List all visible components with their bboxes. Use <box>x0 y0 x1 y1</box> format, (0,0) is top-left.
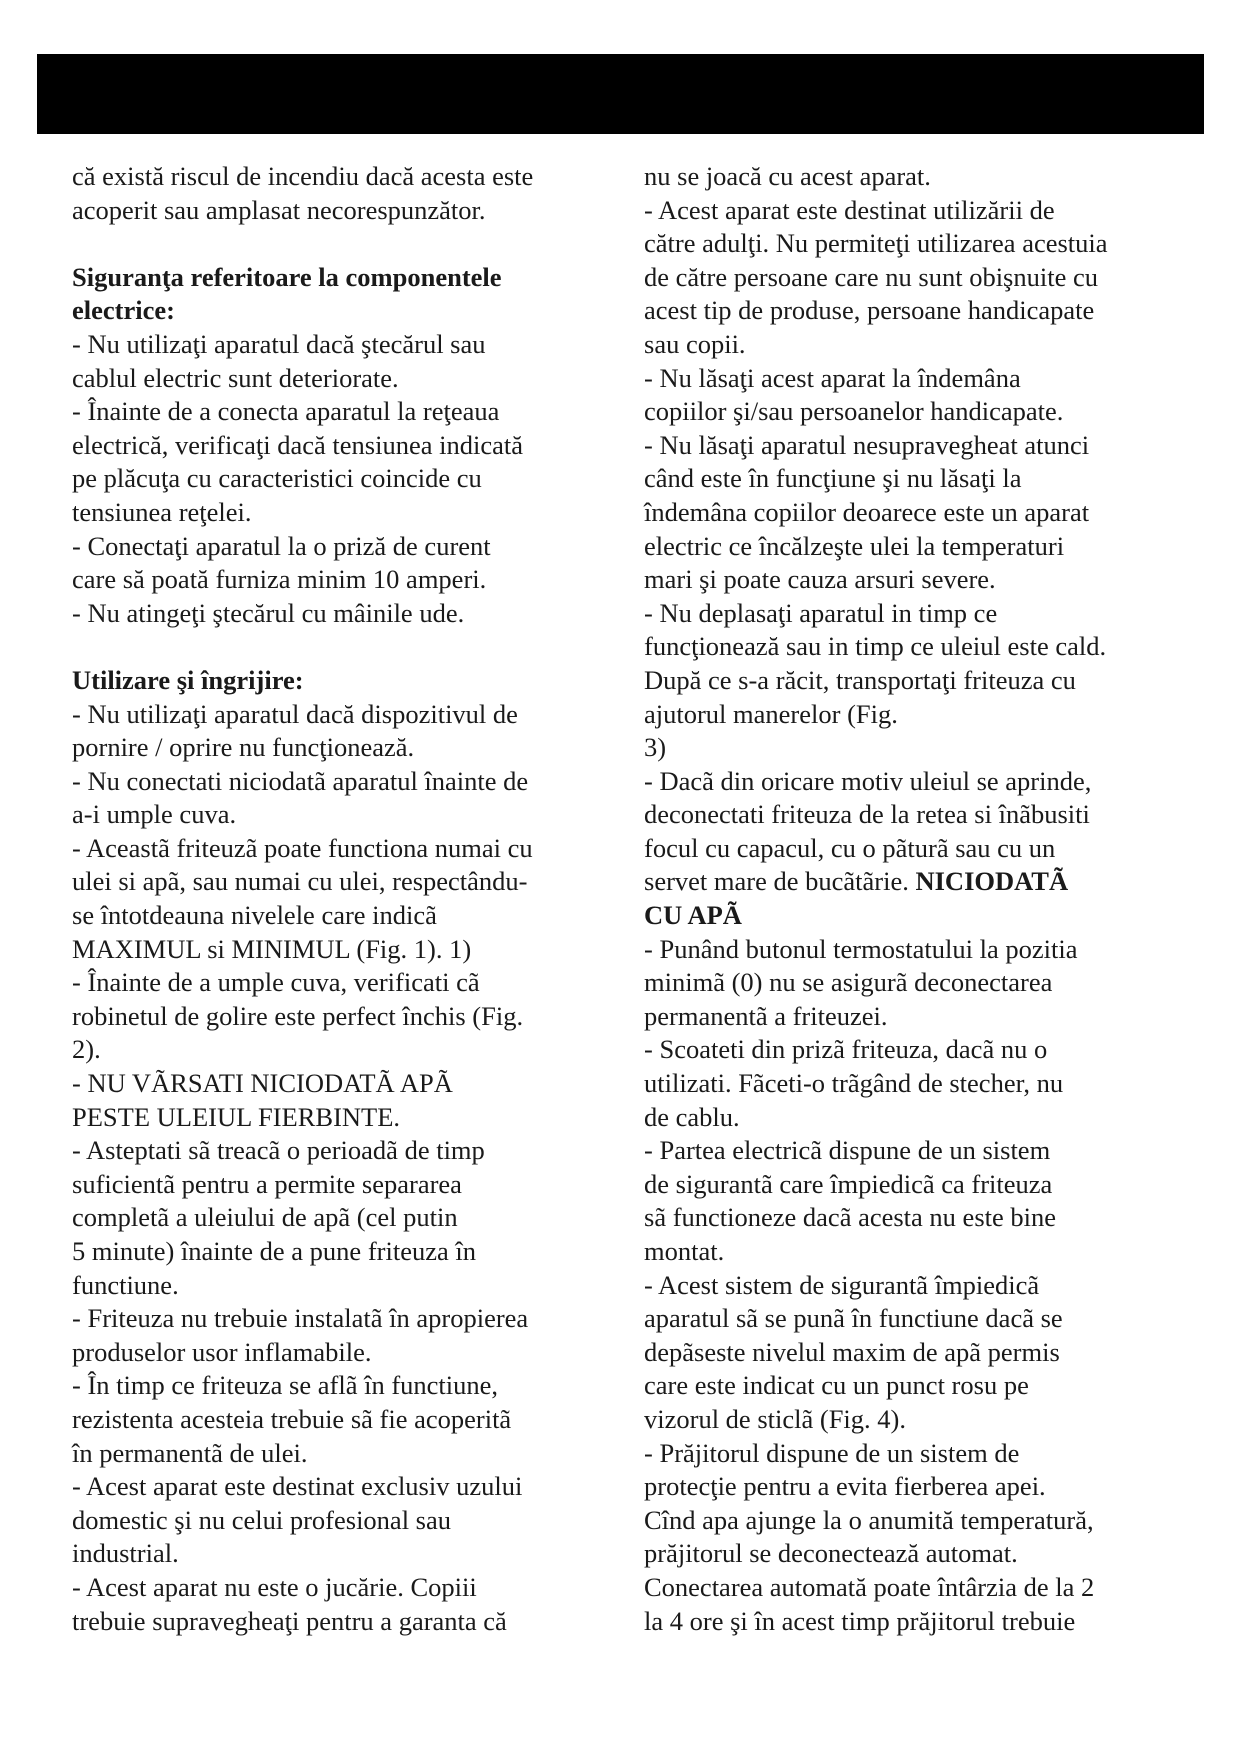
text-line: mari şi poate cauza arsuri severe. <box>644 564 996 595</box>
section-heading-line: electrice: <box>72 295 175 326</box>
text-line: 2). <box>72 1034 101 1065</box>
text-line: Cînd apa ajunge la o anumită temperatură, <box>644 1504 1094 1535</box>
text-line: - Acest sistem de sigurantã împiedicã <box>644 1269 1040 1300</box>
text-line: îndemâna copiilor deoarece este un aparat <box>644 496 1090 527</box>
text-line: prăjitorul se deconectează automat. <box>644 1538 1018 1569</box>
text-line: Conectarea automată poate întârzia de la 2 <box>644 1571 1095 1602</box>
text-line: - Nu deplasaţi aparatul in timp ce <box>644 597 998 628</box>
text-line: utilizati. Fãceti-o trãgând de stecher, nu <box>644 1068 1064 1099</box>
text-line: în permanentã de ulei. <box>72 1437 308 1468</box>
text-line: cablul electric sunt deteriorate. <box>72 362 399 393</box>
text-line: pornire / oprire nu funcţionează. <box>72 732 415 763</box>
text-line: După ce s-a răcit, transportaţi friteuza cu <box>644 664 1076 695</box>
text-line: - Acest aparat este destinat utilizării de <box>644 194 1055 225</box>
text-line: - Asteptati sã treacã o perioadã de timp <box>72 1135 485 1166</box>
text-line: de cablu. <box>644 1101 740 1132</box>
text-line: - Prăjitorul dispune de un sistem de <box>644 1437 1020 1468</box>
paragraph-spacer <box>72 227 602 261</box>
text-line: tensiunea reţelei. <box>72 496 252 527</box>
text-line: MAXIMUL si MINIMUL (Fig. 1). 1) <box>72 933 472 964</box>
text-line: - Nu atingeţi ştecărul cu mâinile ude. <box>72 597 465 628</box>
text-line: de sigurantã care împiedicã ca friteuza <box>644 1168 1053 1199</box>
bold-warning: NICIODATÃ <box>915 866 1069 897</box>
text-line: - Dacã din oricare motiv uleiul se aprinde, <box>644 765 1092 796</box>
text-line: PESTE ULEIUL FIERBINTE. <box>72 1101 401 1132</box>
text-line: - Acest aparat nu este o jucărie. Copiii <box>72 1571 477 1602</box>
text-line: - Nu utilizaţi aparatul dacă dispozitivul de <box>72 698 518 729</box>
text-line: sau copii. <box>644 328 746 359</box>
text-line: protecţie pentru a evita fierberea apei. <box>644 1471 1046 1502</box>
text-line: acest tip de produse, persoane handicapate <box>644 295 1095 326</box>
text-line: vizorul de sticlã (Fig. 4). <box>644 1403 906 1434</box>
right-text-column <box>644 160 1184 1638</box>
text-line: industrial. <box>72 1538 179 1569</box>
section-heading-line: Utilizare şi îngrijire: <box>72 664 304 695</box>
text-line: funcţionează sau in timp ce uleiul este cald. <box>644 631 1107 662</box>
text-line: - Nu conectati niciodatã aparatul înainte de <box>72 765 529 796</box>
text-line: depãseste nivelul maxim de apã permis <box>644 1336 1060 1367</box>
text-line: completã a uleiului de apã (cel putin <box>72 1202 458 1233</box>
text-line: a-i umple cuva. <box>72 799 237 830</box>
text-line: - Scoateti din prizã friteuza, dacã nu o <box>644 1034 1048 1065</box>
text-line: - Friteuza nu trebuie instalatã în apropierea <box>72 1303 529 1334</box>
text-line: nu se joacă cu acest aparat. <box>644 161 931 191</box>
text-line: - Nu utilizaţi aparatul dacă ştecărul sau <box>72 328 486 359</box>
text-line: de către persoane care nu sunt obişnuite cu <box>644 261 1098 292</box>
text-line: către adulţi. Nu permiteţi utilizarea acestuia <box>644 228 1108 259</box>
section-heading-line: Siguranţa referitoare la componentele <box>72 261 502 292</box>
section-heading-line: CU APÃ <box>644 900 742 931</box>
text-line: produselor usor inflamabile. <box>72 1336 372 1367</box>
text-line: - NU VÃRSATI NICIODATÃ APÃ <box>72 1068 453 1099</box>
text-line: electrică, verificaţi dacă tensiunea indicată <box>72 429 523 460</box>
text-line: aparatul sã se punã în functiune dacã se <box>644 1303 1063 1334</box>
text-line: care este indicat cu un punct rosu pe <box>644 1370 1029 1401</box>
text-line: pe plăcuţa cu caracteristici coincide cu <box>72 463 482 494</box>
text-line: - Punând butonul termostatului la pozitia <box>644 933 1078 964</box>
text-line: acoperit sau amplasat necorespunzător. <box>72 194 486 225</box>
text-line: trebuie supravegheaţi pentru a garanta că <box>72 1605 507 1636</box>
left-text-column <box>72 160 602 1638</box>
text-line: - În timp ce friteuza se aflã în functiune, <box>72 1370 499 1401</box>
text-line: - Înainte de a umple cuva, verificati cã <box>72 967 480 998</box>
header-bar <box>37 54 1204 134</box>
text-line: sã functioneze dacã acesta nu este bine <box>644 1202 1057 1233</box>
text-line: - Aceastã friteuzã poate functiona numai cu <box>72 832 533 863</box>
text-line: la 4 ore şi în acest timp prăjitorul trebuie <box>644 1605 1076 1636</box>
text-line: - Acest aparat este destinat exclusiv uzului <box>72 1471 523 1502</box>
text-line: servet mare de bucãtãrie. NICIODATÃ <box>644 866 1069 897</box>
text-line: minimã (0) nu se asigurã deconectarea <box>644 967 1053 998</box>
text-line: care să poată furniza minim 10 amperi. <box>72 564 487 595</box>
text-line: - Partea electricã dispune de un sistem <box>644 1135 1051 1166</box>
text-line: ulei si apã, sau numai cu ulei, respectându- <box>72 866 528 897</box>
text-line: focul cu capacul, cu o pãturã sau cu un <box>644 832 1056 863</box>
text-line: când este în funcţiune şi nu lăsaţi la <box>644 463 1022 494</box>
text-line: deconectati friteuza de la retea si înãbusiti <box>644 799 1090 830</box>
text-line: functiune. <box>72 1269 179 1300</box>
text-line: domestic şi nu celui profesional sau <box>72 1504 452 1535</box>
text-line: electric ce încălzeşte ulei la temperaturi <box>644 530 1065 561</box>
text-line: ajutorul manerelor (Fig. <box>644 698 898 729</box>
text-line: permanentã a friteuzei. <box>644 1000 888 1031</box>
text-line: se întotdeauna nivelele care indicã <box>72 900 437 931</box>
text-line: suficientã pentru a permite separarea <box>72 1168 462 1199</box>
text-line: 3) <box>644 732 667 763</box>
text-line: montat. <box>644 1236 725 1266</box>
text-line: că există riscul de incendiu dacă acesta este <box>72 161 534 191</box>
text-line: - Nu lăsaţi acest aparat la îndemâna <box>644 362 1021 393</box>
text-line: - Conectaţi aparatul la o priză de curent <box>72 530 491 561</box>
paragraph-spacer <box>72 630 602 664</box>
text-line: rezistenta acesteia trebuie sã fie acoperitã <box>72 1403 512 1434</box>
text-line: copiilor şi/sau persoanelor handicapate. <box>644 396 1064 427</box>
text-line: - Înainte de a conecta aparatul la reţeaua <box>72 396 500 427</box>
text-line: - Nu lăsaţi aparatul nesupravegheat atunci <box>644 429 1090 460</box>
text-line: robinetul de golire este perfect închis (Fig. <box>72 1000 524 1031</box>
text-line: 5 minute) înainte de a pune friteuza în <box>72 1236 476 1266</box>
